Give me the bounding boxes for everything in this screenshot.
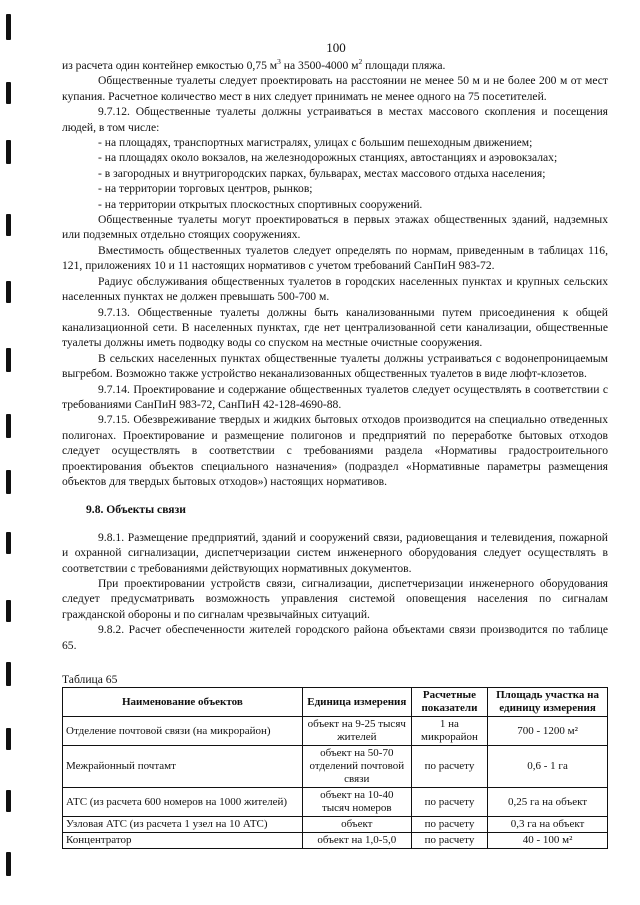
table-cell: по расчету	[411, 788, 487, 817]
paragraph: - в загородных и внутригородских парках, бульварах, местах массового отдыха населения;	[98, 166, 546, 180]
paragraph: из расчета один контейнер емкостью 0,75 $м^3$ на 3500-4000 $м^2$ площади пляжа.	[62, 57, 446, 72]
paragraph: При проектировании устройств связи, сигнализации, диспетчеризации инженерного оборудования следует предусматривать возможность управления системой оповещения населения по сигналам гражданской обороны и по сигналам чрезвычайных ситуаций.	[62, 577, 608, 621]
column-header: Единица измерения	[302, 688, 411, 717]
binder-mark	[6, 348, 11, 372]
paragraph: 9.7.15. Обезвреживание твердых и жидких бытовых отходов производится на специально отведенных полигонах. Проектирование и размещение полигонов и предприятий по переработке бытовых отходов следует осуществлять в соответствии с требованиями раздела «Нормативы градостроительного проектирования объектов специального назначения» (подраздел «Нормативные параметры размещения объектов для твердых бытовых отходов») настоящих нормативов.	[62, 413, 608, 488]
binder-mark	[6, 728, 11, 750]
paragraph: 9.8.1. Размещение предприятий, зданий и сооружений связи, радиовещания и телевидения, пожарной и охранной сигнализации, диспетчеризации систем инженерного оборудования следует осуществлять в соответствии с требованиями действующих нормативных документов.	[62, 530, 608, 575]
table-row	[63, 746, 608, 788]
table-cell: 0,25 га на объект	[488, 788, 608, 817]
paragraph: - на площадях около вокзалов, на железнодорожных станциях, автостанциях и аэровокзалах;	[98, 151, 558, 165]
column-header: Площадь участка на единицу измерения	[488, 688, 608, 717]
table-cell: объект на 50-70 отделений почтовой связи	[302, 746, 411, 788]
table-row	[63, 788, 608, 817]
paragraph: Общественные туалеты следует проектировать на расстоянии не менее 50 м и не более 200 м от мест купания. Расчетное количество мест в них следует принимать не менее одного на 75 посетителей.	[62, 74, 608, 103]
section-9-7-text	[62, 58, 608, 489]
table-cell: объект на 1,0-5,0	[302, 833, 411, 849]
binder-mark	[6, 532, 11, 554]
column-header: Расчетные показатели	[411, 688, 487, 717]
binder-mark	[6, 281, 11, 303]
table-row	[63, 833, 608, 849]
table-row	[63, 717, 608, 746]
paragraph: - на территории торговых центров, рынков;	[98, 182, 313, 196]
table-cell: 0,3 га на объект	[488, 817, 608, 833]
binder-mark	[6, 470, 11, 494]
table-cell: 40 - 100 м²	[488, 833, 608, 849]
table-cell: объект на 9-25 тысяч жителей	[302, 717, 411, 746]
binder-mark	[6, 214, 11, 236]
table-row	[63, 817, 608, 833]
table-cell: 1 на микрорайон	[411, 717, 487, 746]
paragraph: Радиус обслуживания общественных туалетов в городских населенных пунктах и крупных сельских населенных пунктах не должен превышать 500-700 м.	[62, 274, 608, 304]
binder-mark	[6, 14, 11, 40]
binder-mark	[6, 662, 11, 686]
section-9-8-text	[62, 530, 608, 653]
binder-mark	[6, 140, 11, 164]
paragraph: Вместимость общественных туалетов следует определять по нормам, приведенным в таблицах 116, 121, приложениях 10 и 11 настоящих нормативов с учетом требований СанПиН 983-72.	[62, 243, 608, 273]
binder-mark	[6, 82, 11, 104]
table-cell: Отделение почтовой связи (на микрорайон)	[63, 717, 303, 746]
table-header-row	[63, 688, 608, 717]
binder-mark	[6, 414, 11, 438]
paragraph: 9.7.13. Общественные туалеты должны быть канализованными путем присоединения к общей канализационной сети. В населенных пунктах, где нет централизованной сети канализации, общественные туалеты должны иметь подводку воды со спуском на местные очистные сооружения.	[62, 305, 608, 350]
paragraph: В сельских населенных пунктах общественные туалеты должны устраиваться с водонепроницаемым выгребом. Возможно также устройство неканализованных общественных туалетов в виде люфт-клозетов.	[62, 351, 608, 381]
table-cell: по расчету	[411, 833, 487, 849]
table-cell: по расчету	[411, 817, 487, 833]
section-heading: 9.8. Объекты связи	[86, 503, 186, 517]
table-cell: Концентратор	[63, 833, 303, 849]
communications-objects-table	[62, 687, 608, 849]
paragraph: - на площадях, транспортных магистралях, улицах с большим пешеходным движением;	[98, 136, 533, 150]
paragraph: - на территории открытых плоскостных спортивных сооружений.	[98, 197, 423, 211]
table-cell: 0,6 - 1 га	[488, 746, 608, 788]
paragraph: 9.7.12. Общественные туалеты должны устраиваться в местах массового скопления и посещения людей, в том числе:	[62, 105, 608, 134]
table-cell: 700 - 1200 м²	[488, 717, 608, 746]
page-number: 100	[326, 40, 346, 55]
column-header: Наименование объектов	[63, 688, 303, 717]
table-cell: АТС (из расчета 600 номеров на 1000 жителей)	[63, 788, 303, 817]
paragraph: 9.8.2. Расчет обеспеченности жителей городского района объектами связи производится по таблице 65.	[62, 623, 608, 652]
binder-mark	[6, 852, 11, 876]
table-cell: по расчету	[411, 746, 487, 788]
binder-hole-marks	[0, 0, 14, 905]
binder-mark	[6, 600, 11, 622]
table-cell: Межрайонный почтамт	[63, 746, 303, 788]
table-caption: Таблица 65	[62, 673, 118, 687]
binder-mark	[6, 790, 11, 812]
table-cell: Узловая АТС (из расчета 1 узел на 10 АТС)	[63, 817, 303, 833]
paragraph: 9.7.14. Проектирование и содержание общественных туалетов следует осуществлять в соответствии с требованиями СанПиН 983-72, СанПиН 42-128-4690-88.	[62, 382, 608, 411]
document-body	[62, 58, 608, 849]
paragraph: Общественные туалеты могут проектироваться в первых этажах общественных зданий, надземных или подземных отдельно стоящих сооружениях.	[62, 213, 608, 242]
table-cell: объект	[302, 817, 411, 833]
table-cell: объект на 10-40 тысяч номеров	[302, 788, 411, 817]
